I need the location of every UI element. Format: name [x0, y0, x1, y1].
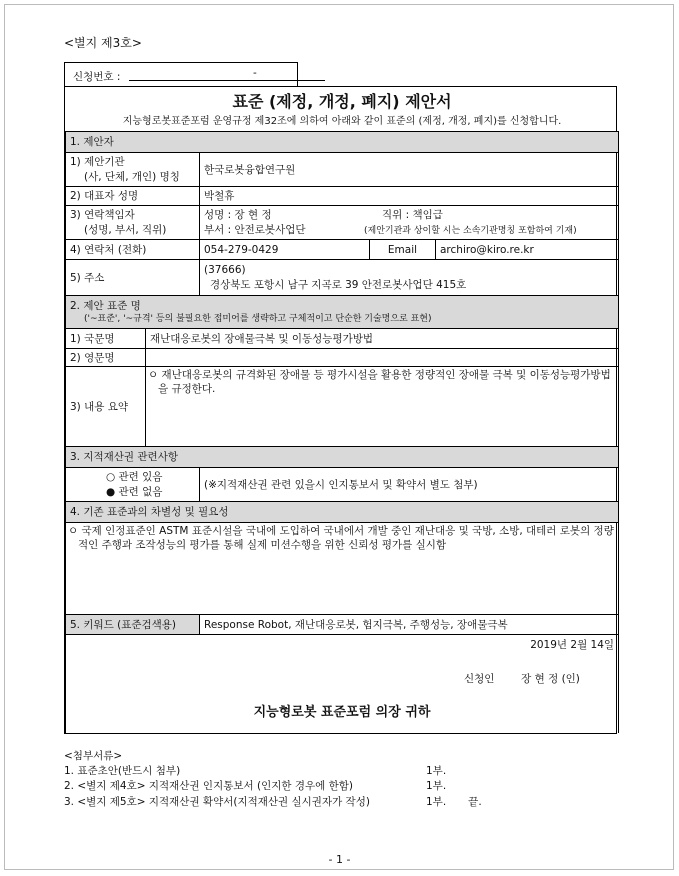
application-number-line — [129, 80, 325, 81]
radio-no-icon[interactable]: ● — [106, 485, 116, 498]
section-2-header: 2. 제안 표준 명 ('~표준', '~규격' 등의 불필요한 접미어를 생략하고 구체적이고 단순한 기술명으로 표현) — [66, 296, 619, 329]
address-value: (37666) 경상북도 포항시 남구 지곡로 39 안전로봇사업단 415호 — [200, 260, 619, 296]
ip-options — [66, 468, 200, 502]
radio-yes-icon[interactable]: ○ — [106, 471, 116, 484]
applicant-name: 장 현 정 (인) — [521, 673, 580, 686]
section-3-header: 3. 지적재산권 관련사항 — [66, 447, 619, 468]
application-number-label: 신청번호 : — [73, 71, 121, 83]
ip-option-no: 관련 없음 — [118, 485, 163, 498]
phone-label: 4) 연락처 (전화) — [66, 240, 200, 260]
contact-label: 3) 연락책임자 (성명, 부서, 직위) — [66, 206, 200, 240]
email-label: Email — [370, 240, 436, 260]
contact-position: 직위 : 책임급 — [382, 209, 443, 222]
phone-value: 054-279-0429 — [200, 240, 370, 260]
summary-value: ㅇ 재난대응로봇의 규격화된 장애물 등 평가시설을 활용한 정량적인 장애물 극복 및 이동성능평가방법을 규정한다. — [146, 367, 619, 447]
date: 2019년 2월 14일 — [530, 639, 615, 652]
section-4-header: 4. 기존 표준과의 차별성 및 필요성 — [66, 502, 619, 523]
address-label: 5) 주소 — [66, 260, 200, 296]
email-value: archiro@kiro.re.kr — [436, 240, 619, 260]
ip-option-yes: 관련 있음 — [118, 471, 163, 484]
proposal-form — [64, 86, 617, 734]
rep-label: 2) 대표자 성명 — [66, 187, 200, 206]
addressee: 지능형로봇 표준포럼 의장 귀하 — [253, 705, 431, 721]
page-number: - 1 - — [328, 853, 351, 866]
applicant-label: 신청인 — [464, 673, 495, 686]
contact-value — [200, 206, 619, 240]
signature-block — [66, 635, 619, 733]
ip-note: (※지적재산권 관련 있을시 인지통보서 및 확약서 별도 첨부) — [200, 468, 619, 502]
english-name-value — [146, 349, 619, 367]
attachment-item: 2. <별지 제4호> 지적재산권 인지통보서 (인지한 경우에 한함) 1부. — [64, 780, 447, 793]
form-subtitle: 지능형로봇표준포럼 운영규정 제32조에 의하여 아래와 같이 표준의 (제정, 개정, 폐지)를 신청합니다. — [122, 115, 562, 127]
english-name-label: 2) 영문명 — [66, 349, 146, 367]
korean-name-label: 1) 국문명 — [66, 329, 146, 349]
necessity-body: ㅇ 국제 인정표준인 ASTM 표준시설을 국내에 도입하여 국내에서 개발 중인 재난대응 및 국방, 소방, 대테러 로봇의 정량적인 주행과 조작성능의 평가를 통해 실제 미션수행을 위한 신뢰성 평가를 실시함 — [66, 523, 619, 615]
org-label: 1) 제안기관 (사, 단체, 개인) 명칭 — [66, 153, 200, 187]
application-number-dash: - — [253, 67, 257, 79]
korean-name-value: 재난대응로봇의 장애물극복 및 이동성능평가방법 — [146, 329, 619, 349]
keywords-value: Response Robot, 재난대응로봇, 험지극복, 주행성능, 장애물극복 — [200, 615, 619, 635]
contact-dept-note: (제안기관과 상이할 시는 소속기관명칭 포함하여 기재) — [364, 225, 577, 236]
attachments-title: <첨부서류> — [64, 750, 123, 762]
contact-name: 성명 : 장 현 정 — [204, 209, 272, 222]
form-title: 표준 (제정, 개정, 폐지) 제안서 — [232, 92, 452, 111]
rep-value: 박철휴 — [200, 187, 619, 206]
attachment-item: 3. <별지 제5호> 지적재산권 확약서(지적재산권 실시권자가 작성) 1부. 끝. — [64, 795, 482, 808]
org-value: 한국로봇융합연구원 — [200, 153, 619, 187]
section-5-header: 5. 키워드 (표준검색용) — [66, 615, 200, 635]
application-number-box — [64, 62, 298, 86]
contact-dept: 부서 : 안전로봇사업단 — [204, 223, 306, 236]
attachments — [64, 749, 482, 810]
section-1-header: 1. 제안자 — [66, 132, 619, 153]
attachment-item: 1. 표준초안(반드시 첨부) 1부. — [64, 765, 447, 778]
summary-label: 3) 내용 요약 — [66, 367, 146, 447]
form-label: <별지 제3호> — [64, 36, 142, 50]
